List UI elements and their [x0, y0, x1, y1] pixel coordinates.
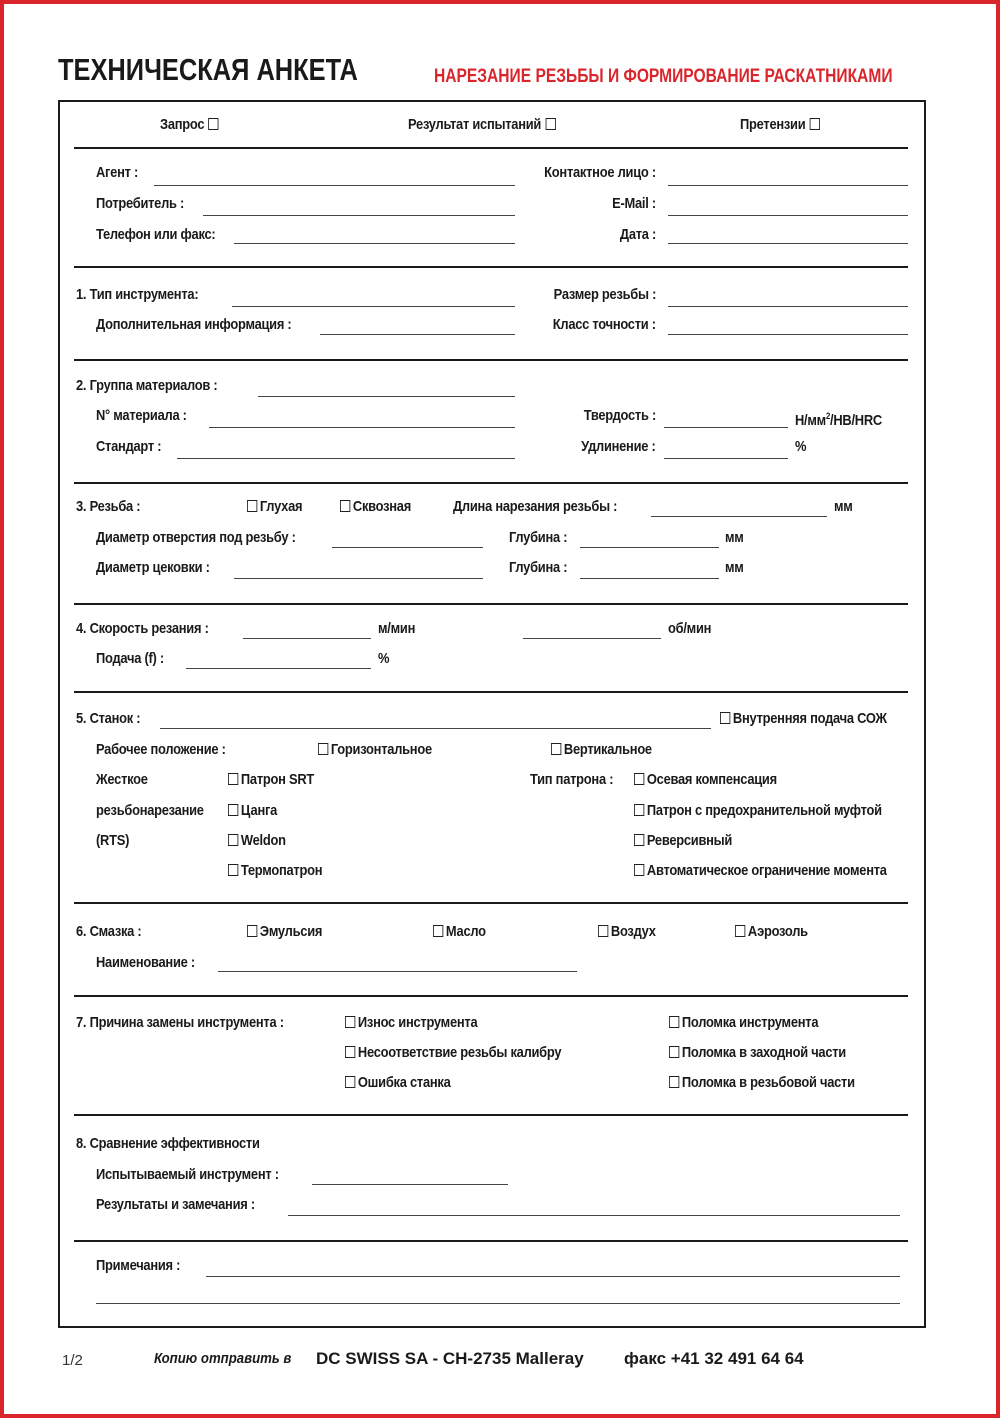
- tool-type-label: 1. Тип инструмента:: [76, 286, 199, 303]
- vertical-checkbox[interactable]: [551, 743, 561, 755]
- section-divider: [74, 359, 908, 361]
- phone-label: Телефон или факс:: [96, 226, 216, 243]
- lubrication-label: 6. Смазка :: [76, 923, 142, 940]
- srt-chuck-checkbox[interactable]: [228, 773, 238, 785]
- section-divider: [74, 902, 908, 904]
- contact-person-label: Контактное лицо :: [544, 164, 656, 181]
- weldon-option[interactable]: Weldon: [228, 832, 286, 850]
- tool-breakage-checkbox[interactable]: [669, 1016, 679, 1028]
- company-fax: факс +41 32 491 64 64: [624, 1349, 804, 1368]
- section-divider: [74, 995, 908, 997]
- customer-field[interactable]: [203, 215, 515, 216]
- rpm-unit: об/мин: [668, 620, 712, 637]
- thread-size-field[interactable]: [668, 306, 908, 307]
- thread-breakage-checkbox[interactable]: [669, 1076, 679, 1088]
- test-result-checkbox[interactable]: [545, 118, 555, 130]
- oil-option[interactable]: Масло: [433, 923, 486, 941]
- through-checkbox[interactable]: [340, 500, 350, 512]
- results-field[interactable]: [288, 1215, 900, 1216]
- thread-label: 3. Резьба :: [76, 498, 141, 515]
- wear-checkbox[interactable]: [345, 1016, 355, 1028]
- counterbore-diameter-field[interactable]: [234, 578, 483, 579]
- oil-checkbox[interactable]: [433, 925, 443, 937]
- thread-size-label: Размер резьбы :: [553, 286, 656, 303]
- feed-label: Подача (f) :: [96, 650, 164, 667]
- tested-tool-label: Испытываемый инструмент :: [96, 1166, 279, 1183]
- email-field[interactable]: [668, 215, 908, 216]
- reversing-checkbox[interactable]: [634, 834, 644, 846]
- customer-label: Потребитель :: [96, 195, 185, 212]
- depth-field[interactable]: [580, 547, 719, 548]
- agent-label: Агент :: [96, 164, 139, 181]
- rigid-tapping-label-1: Жесткое: [96, 771, 148, 788]
- depth-label: Глубина :: [509, 559, 568, 576]
- hole-diameter-field[interactable]: [332, 547, 483, 548]
- safety-clutch-checkbox[interactable]: [634, 804, 644, 816]
- emulsion-option[interactable]: Эмульсия: [247, 923, 322, 941]
- aerosol-checkbox[interactable]: [735, 925, 745, 937]
- thread-length-unit: мм: [834, 498, 853, 515]
- blind-checkbox[interactable]: [247, 500, 257, 512]
- comparison-label: 8. Сравнение эффективности: [76, 1135, 260, 1152]
- company-address: DC SWISS SA - CH-2735 Malleray: [316, 1349, 584, 1368]
- material-no-label: N° материала :: [96, 407, 187, 424]
- machine-error-option[interactable]: Ошибка станка: [345, 1074, 451, 1092]
- collet-option[interactable]: Цанга: [228, 802, 277, 820]
- request-checkbox[interactable]: [209, 118, 219, 130]
- thread-breakage-option[interactable]: Поломка в резьбовой части: [669, 1074, 855, 1092]
- notes-field[interactable]: [206, 1276, 900, 1277]
- chuck-type-label: Тип патрона :: [530, 771, 614, 788]
- thermo-chuck-option[interactable]: Термопатрон: [228, 862, 322, 880]
- gauge-mismatch-checkbox[interactable]: [345, 1046, 355, 1058]
- srt-chuck-option[interactable]: Патрон SRT: [228, 771, 314, 789]
- thread-length-label: Длина нарезания резьбы :: [453, 498, 618, 515]
- aerosol-option[interactable]: Аэрозоль: [735, 923, 808, 941]
- tool-type-field[interactable]: [232, 306, 515, 307]
- weldon-checkbox[interactable]: [228, 834, 238, 846]
- replacement-reason-label: 7. Причина замены инструмента :: [76, 1014, 284, 1031]
- page-number: 1/2: [62, 1352, 83, 1369]
- copy-to-label: Копию отправить в: [154, 1350, 292, 1367]
- section-divider: [74, 1240, 908, 1242]
- emulsion-checkbox[interactable]: [247, 925, 257, 937]
- tested-tool-field[interactable]: [312, 1184, 508, 1185]
- blind-option[interactable]: Глухая: [247, 498, 302, 516]
- request-option[interactable]: Запрос: [160, 116, 219, 134]
- cutting-speed-label: 4. Скорость резания :: [76, 620, 209, 637]
- page-subtitle: НАРЕЗАНИЕ РЕЗЬБЫ И ФОРМИРОВАНИЕ РАСКАТНИКАМИ: [434, 66, 893, 87]
- material-no-field[interactable]: [209, 427, 515, 428]
- agent-field[interactable]: [154, 185, 515, 186]
- date-label: Дата :: [619, 226, 656, 243]
- feed-field[interactable]: [186, 668, 371, 669]
- standard-field[interactable]: [177, 458, 515, 459]
- claims-option[interactable]: Претензии: [740, 116, 820, 134]
- hole-diameter-label: Диаметр отверстия под резьбу :: [96, 529, 296, 546]
- lead-breakage-checkbox[interactable]: [669, 1046, 679, 1058]
- depth-unit: мм: [725, 559, 744, 576]
- thread-length-field[interactable]: [651, 516, 827, 517]
- material-group-field[interactable]: [258, 396, 515, 397]
- elongation-label: Удлинение :: [581, 438, 656, 455]
- lead-breakage-option[interactable]: Поломка в заходной части: [669, 1044, 846, 1062]
- torque-limit-option[interactable]: Автоматическое ограничение момента: [634, 862, 887, 880]
- gauge-mismatch-option[interactable]: Несоответствие резьбы калибру: [345, 1044, 561, 1062]
- depth-field[interactable]: [580, 578, 719, 579]
- machine-label: 5. Станок :: [76, 710, 141, 727]
- standard-label: Стандарт :: [96, 438, 162, 455]
- depth-label: Глубина :: [509, 529, 568, 546]
- page-title: ТЕХНИЧЕСКАЯ АНКЕТА: [58, 52, 358, 87]
- rpm-field[interactable]: [523, 638, 661, 639]
- notes-field-line-2[interactable]: [96, 1303, 900, 1304]
- depth-unit: мм: [725, 529, 744, 546]
- phone-field[interactable]: [234, 243, 515, 244]
- section-divider: [74, 1114, 908, 1116]
- section-divider: [74, 482, 908, 484]
- section-divider: [74, 266, 908, 268]
- thermo-chuck-checkbox[interactable]: [228, 864, 238, 876]
- contact-person-field[interactable]: [668, 185, 908, 186]
- additional-info-field[interactable]: [320, 334, 515, 335]
- material-group-label: 2. Группа материалов :: [76, 377, 218, 394]
- machine-field[interactable]: [160, 728, 711, 729]
- section-divider: [74, 603, 908, 605]
- section-divider: [74, 691, 908, 693]
- safety-clutch-option[interactable]: Патрон с предохранительной муфтой: [634, 802, 882, 820]
- hardness-field[interactable]: [664, 427, 788, 428]
- hardness-label: Твердость :: [583, 407, 656, 424]
- reversing-option[interactable]: Реверсивный: [634, 832, 732, 850]
- collet-checkbox[interactable]: [228, 804, 238, 816]
- hardness-unit: $Н/мм^2/HB$/HRC: [795, 411, 882, 429]
- section-divider: [74, 147, 908, 149]
- torque-limit-checkbox[interactable]: [634, 864, 644, 876]
- machine-error-checkbox[interactable]: [345, 1076, 355, 1088]
- horizontal-option[interactable]: Горизонтальное: [318, 741, 432, 759]
- test-result-option[interactable]: Результат испытаний: [408, 116, 556, 134]
- date-field[interactable]: [668, 243, 908, 244]
- accuracy-class-label: Класс точности :: [552, 316, 656, 333]
- results-label: Результаты и замечания :: [96, 1196, 255, 1213]
- elongation-field[interactable]: [664, 458, 788, 459]
- cutting-speed-field[interactable]: [243, 638, 371, 639]
- tool-breakage-option[interactable]: Поломка инструмента: [669, 1014, 818, 1032]
- axial-comp-option[interactable]: Осевая компенсация: [634, 771, 777, 789]
- horizontal-checkbox[interactable]: [318, 743, 328, 755]
- work-position-label: Рабочее положение :: [96, 741, 226, 758]
- vertical-option[interactable]: Вертикальное: [551, 741, 652, 759]
- counterbore-diameter-label: Диаметр цековки :: [96, 559, 210, 576]
- wear-option[interactable]: Износ инструмента: [345, 1014, 477, 1032]
- air-checkbox[interactable]: [598, 925, 608, 937]
- additional-info-label: Дополнительная информация :: [96, 316, 292, 333]
- claims-checkbox[interactable]: [810, 118, 820, 130]
- feed-unit: %: [378, 650, 390, 667]
- email-label: E-Mail :: [612, 195, 656, 212]
- elongation-unit: %: [795, 438, 807, 455]
- speed-unit: м/мин: [378, 620, 416, 637]
- internal-coolant-option[interactable]: Внутренняя подача СОЖ: [720, 710, 887, 728]
- lubricant-name-field[interactable]: [218, 971, 577, 972]
- air-option[interactable]: Воздух: [598, 923, 656, 941]
- lubricant-name-label: Наименование :: [96, 954, 195, 971]
- rigid-tapping-label-3: (RTS): [96, 832, 130, 849]
- notes-label: Примечания :: [96, 1257, 181, 1274]
- axial-comp-checkbox[interactable]: [634, 773, 644, 785]
- internal-coolant-checkbox[interactable]: [720, 712, 730, 724]
- rigid-tapping-label-2: резьбонарезание: [96, 802, 204, 819]
- through-option[interactable]: Сквозная: [340, 498, 411, 516]
- accuracy-class-field[interactable]: [668, 334, 908, 335]
